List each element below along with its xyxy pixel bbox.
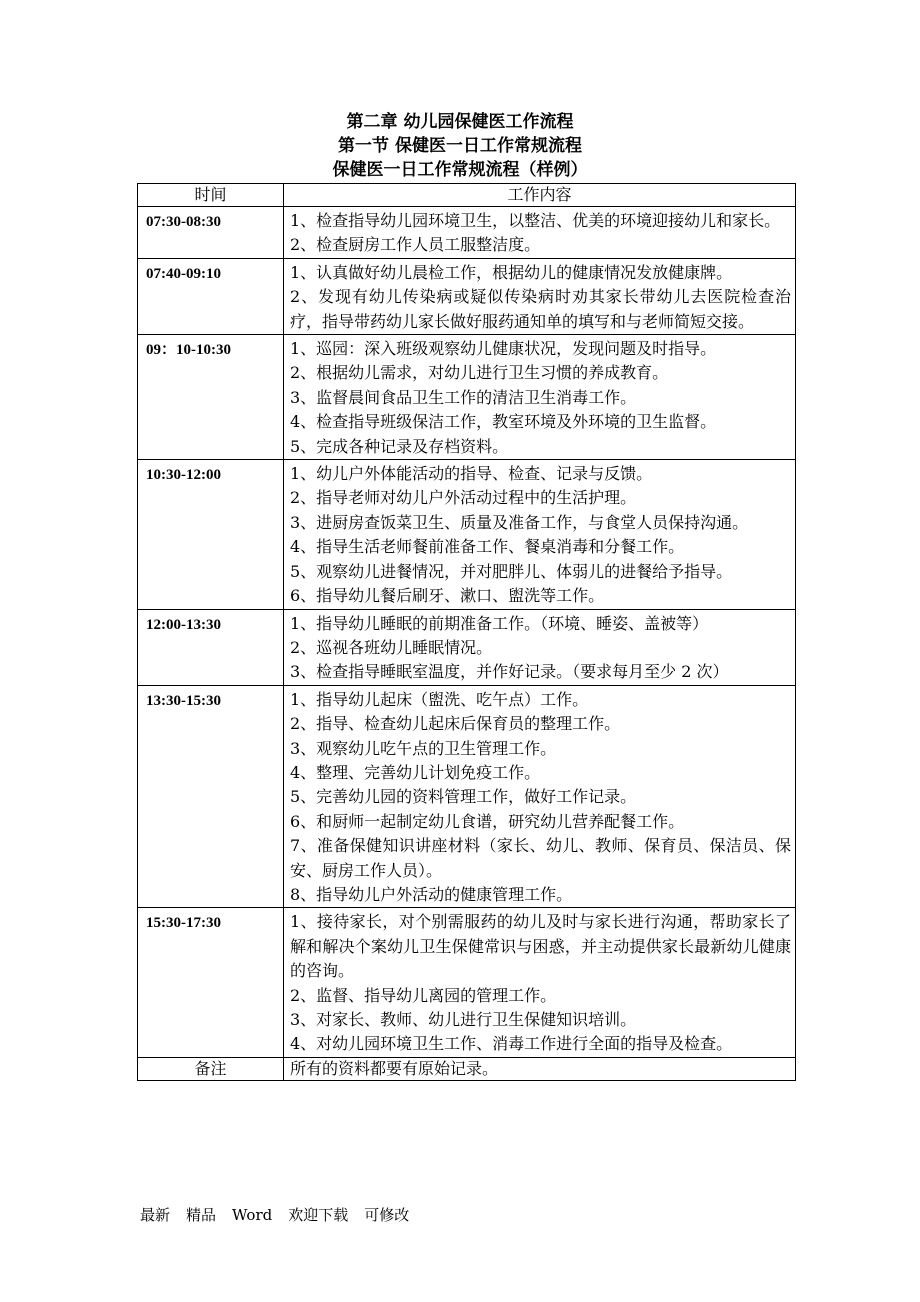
task-item: 3、进厨房查饭菜卫生、质量及准备工作，与食堂人员保持沟通。 xyxy=(290,512,749,532)
task-item: 4、对幼儿园环境卫生工作、消毒工作进行全面的指导及检查。 xyxy=(290,1034,733,1054)
task-item: 2、巡视各班幼儿睡眠情况。 xyxy=(290,637,493,657)
task-item: 7、准备保健知识讲座材料（家长、幼儿、教师、保育员、保洁员、保安、厨房工作人员）。 xyxy=(290,836,791,880)
table-row xyxy=(138,908,796,1057)
task-item: 1、指导幼儿睡眠的前期准备工作。（环境、睡姿、盖被等） xyxy=(290,613,709,633)
task-item: 4、指导生活老师餐前准备工作、餐桌消毒和分餐工作。 xyxy=(290,537,685,557)
note-label: 备注 xyxy=(138,1057,284,1080)
table-row xyxy=(138,685,796,908)
table-row xyxy=(138,460,796,609)
task-item: 2、指导、检查幼儿起床后保育员的整理工作。 xyxy=(290,714,621,734)
task-item: 2、指导老师对幼儿户外活动过程中的生活护理。 xyxy=(290,488,637,508)
row-content xyxy=(284,258,796,334)
row-content xyxy=(284,460,796,609)
row-time: 09：10-10:30 xyxy=(138,335,284,460)
table-row xyxy=(138,207,796,259)
title-block xyxy=(0,110,920,182)
note-row xyxy=(138,1057,796,1080)
schedule-table xyxy=(137,183,796,1081)
task-item: 1、指导幼儿起床（盥洗、吃午点）工作。 xyxy=(290,689,589,709)
task-item: 1、检查指导幼儿园环境卫生，以整洁、优美的环境迎接幼儿和家长。 xyxy=(290,211,781,230)
task-item: 6、和厨师一起制定幼儿食谱，研究幼儿营养配餐工作。 xyxy=(290,811,685,831)
table-row xyxy=(138,335,796,460)
row-content xyxy=(284,685,796,908)
note-text: 所有的资料都要有原始记录。 xyxy=(284,1057,796,1080)
footer xyxy=(140,1204,425,1225)
task-item: 5、完成各种记录及存档资料。 xyxy=(290,436,509,456)
task-item: 1、幼儿户外体能活动的指导、检查、记录与反馈。 xyxy=(290,464,653,484)
row-content xyxy=(284,609,796,685)
task-item: 2、发现有幼儿传染病或疑似传染病时劝其家长带幼儿去医院检查治疗，指导带药幼儿家长做好服药通知单的填写和与老师简短交接。 xyxy=(290,287,791,331)
footer-item: Word xyxy=(232,1206,273,1224)
table-header-row xyxy=(138,184,796,207)
task-item: 5、观察幼儿进餐情况，并对肥胖儿、体弱儿的进餐给予指导。 xyxy=(290,561,733,581)
row-time: 12:00-13:30 xyxy=(138,609,284,685)
row-time: 15:30-17:30 xyxy=(138,908,284,1057)
footer-item: 精品 xyxy=(186,1206,217,1224)
table-title: 保健医一日工作常规流程（样例） xyxy=(332,160,588,180)
row-time: 07:40-09:10 xyxy=(138,258,284,334)
footer-item: 可修改 xyxy=(364,1206,410,1224)
row-time: 10:30-12:00 xyxy=(138,460,284,609)
footer-item: 最新 xyxy=(140,1206,171,1224)
task-item: 2、监督、指导幼儿离园的管理工作。 xyxy=(290,985,557,1005)
task-item: 4、检查指导班级保洁工作，教室环境及外环境的卫生监督。 xyxy=(290,412,717,432)
task-item: 6、指导幼儿餐后刷牙、漱口、盥洗等工作。 xyxy=(290,586,605,606)
chapter-title: 第二章 幼儿园保健医工作流程 xyxy=(346,112,574,132)
row-time: 13:30-15:30 xyxy=(138,685,284,908)
row-time: 07:30-08:30 xyxy=(138,207,284,259)
task-item: 1、认真做好幼儿晨检工作，根据幼儿的健康情况发放健康牌。 xyxy=(290,262,733,282)
task-item: 1、巡园：深入班级观察幼儿健康状况，发现问题及时指导。 xyxy=(290,339,717,359)
task-item: 3、检查指导睡眠室温度，并作好记录。（要求每月至少 2 次） xyxy=(290,662,729,682)
header-content: 工作内容 xyxy=(284,184,796,207)
task-item: 5、完善幼儿园的资料管理工作，做好工作记录。 xyxy=(290,787,637,807)
table-row xyxy=(138,609,796,685)
task-item: 1、接待家长，对个别需服药的幼儿及时与家长进行沟通，帮助家长了解和解决个案幼儿卫生保健常识与困惑，并主动提供家长最新幼儿健康的咨询。 xyxy=(290,912,791,981)
task-item: 3、观察幼儿吃午点的卫生管理工作。 xyxy=(290,738,557,758)
task-item: 3、监督晨间食品卫生工作的清洁卫生消毒工作。 xyxy=(290,387,637,407)
table-row xyxy=(138,258,796,334)
task-item: 8、指导幼儿户外活动的健康管理工作。 xyxy=(290,884,573,904)
header-time: 时间 xyxy=(138,184,284,207)
row-content xyxy=(284,908,796,1057)
task-item: 2、根据幼儿需求，对幼儿进行卫生习惯的养成教育。 xyxy=(290,363,669,383)
row-content xyxy=(284,335,796,460)
footer-item: 欢迎下载 xyxy=(288,1206,349,1224)
task-item: 4、整理、完善幼儿计划免疫工作。 xyxy=(290,762,541,782)
row-content xyxy=(284,207,796,259)
section-title: 第一节 保健医一日工作常规流程 xyxy=(338,136,582,156)
task-item: 2、检查厨房工作人员工服整洁度。 xyxy=(290,235,541,255)
task-item: 3、对家长、教师、幼儿进行卫生保健知识培训。 xyxy=(290,1010,637,1029)
